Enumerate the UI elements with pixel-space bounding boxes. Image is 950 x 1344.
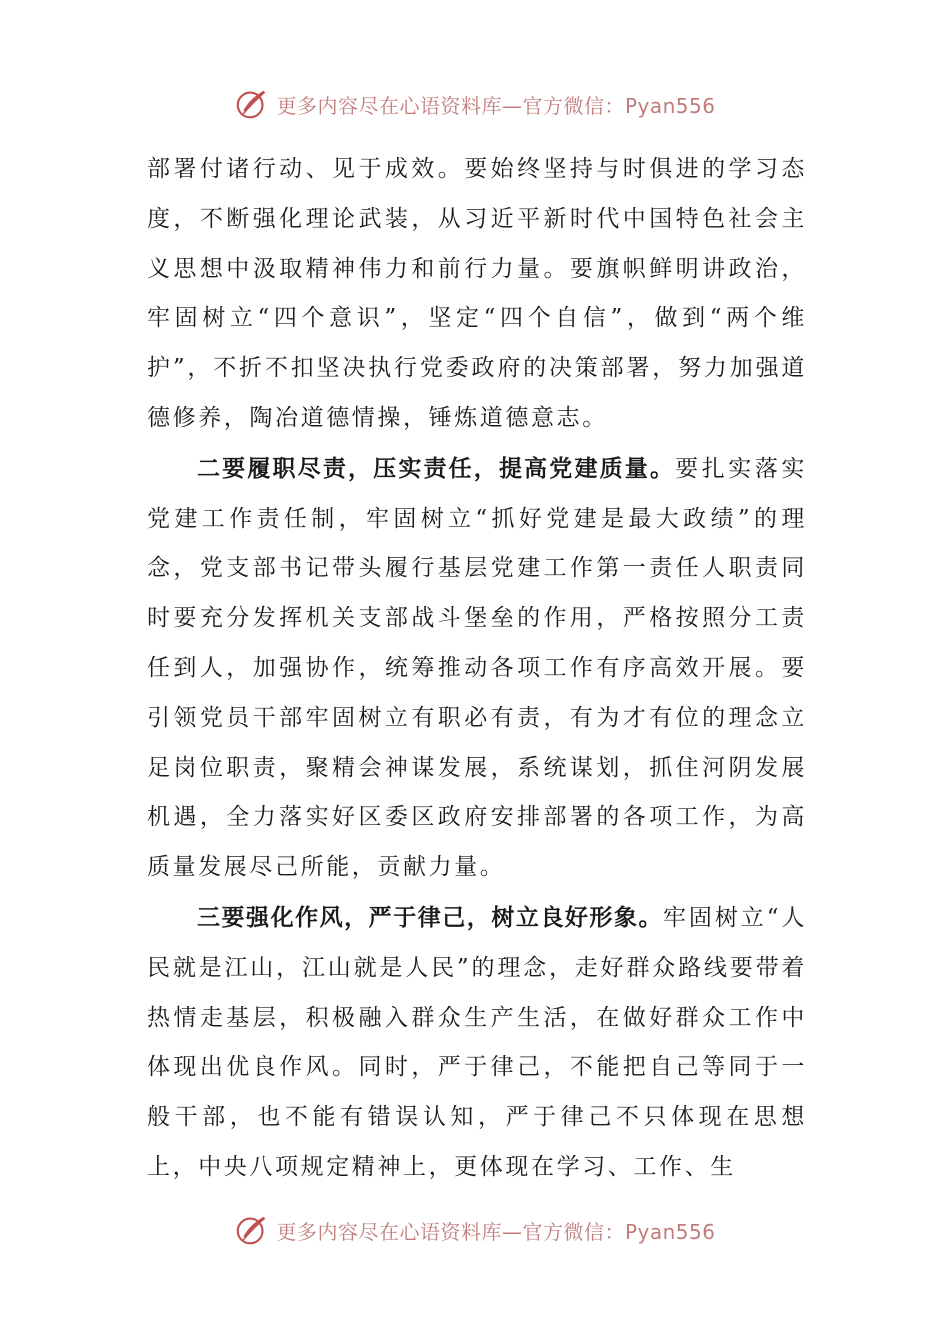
pen-logo-icon — [234, 85, 272, 123]
document-body — [147, 145, 807, 1193]
paragraph-3-text: 牢固树立“人民就是江山，江山就是人民”的理念，走好群众路线要带着热情走基层，积极融入群众生产生活，在做好群众工作中体现出优良作风。同时，严于律己，不能把自己等同于一般干部，也不能有错误认知，严于律己不只体现在思想上，中央八项规定精神上，更体现在学习、工作、生 — [147, 904, 807, 1180]
paragraph-3-heading: 三要强化作风，严于律己，树立良好形象。 — [197, 903, 663, 931]
paragraph-1 — [147, 145, 807, 444]
paragraph-2-text: 要扎实落实党建工作责任制，牢固树立“抓好党建是最大政绩”的理念，党支部书记带头履行基层党建工作第一责任人职责同时要充分发挥机关支部战斗堡垒的作用，严格按照分工责任到人，加强协作，统筹推动各项工作有序高效开展。要引领党员干部牢固树立有职必有责，有为才有位的理念立足岗位职责，聚精会神谋发展，系统谋划，抓住河阴发展机遇，全力落实好区委区政府安排部署的各项工作，为高质量发展尽己所能，贡献力量。 — [147, 455, 807, 881]
header-watermark-text: 更多内容尽在心语资料库—官方微信：Pyan556 — [276, 93, 716, 118]
pen-logo-icon — [234, 1211, 272, 1249]
paragraph-1-text: 部署付诸行动、见于成效。要始终坚持与时俱进的学习态度，不断强化理论武装，从习近平新时代中国特色社会主义思想中汲取精神伟力和前行力量。要旗帜鲜明讲政治，牢固树立“四个意识”，坚定“四个自信”，做到“两个维护”，不折不扣坚决执行党委政府的决策部署，努力加强道德修养，陶冶道德情操，锤炼道德意志。 — [147, 156, 807, 431]
paragraph-3 — [147, 893, 807, 1193]
paragraph-2 — [147, 444, 807, 893]
footer-watermark — [0, 1208, 950, 1252]
paragraph-2-heading: 二要履职尽责，压实责任，提高党建质量。 — [197, 454, 676, 482]
header-watermark — [0, 82, 950, 126]
footer-watermark-text: 更多内容尽在心语资料库—官方微信：Pyan556 — [276, 1219, 716, 1244]
